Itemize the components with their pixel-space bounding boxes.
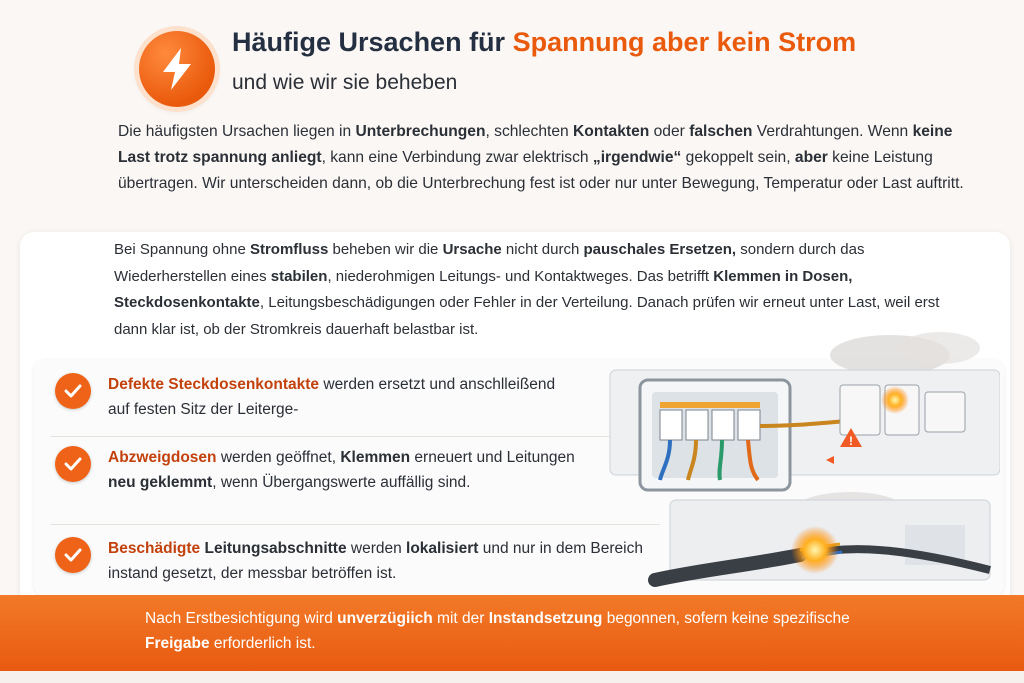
intro-paragraph: Die häufigsten Ursachen liegen in Unterbrechungen, schlechten Kontakten oder falschen Verdrahtungen. Wenn keine Last trotz spannung anliegt, kann eine Verbindung zwar elektrisch „irgendwie“ gekoppelt sein, aber keine Leistung übertragen. Wir unterscheiden dann, ob die Unterbrechung fest ist oder nur unter Bewegung, Temperatur oder Last auftritt. xyxy=(118,123,964,192)
electrical-illustration xyxy=(600,330,1000,595)
checkmark-icon xyxy=(55,537,91,573)
lightning-bolt-icon xyxy=(139,31,215,107)
page-subtitle: und wie wir sie beheben xyxy=(232,71,458,94)
divider xyxy=(50,524,660,525)
svg-text:!: ! xyxy=(849,434,853,448)
panel-paragraph: Bei Spannung ohne Stromfluss beheben wir die Ursache nicht durch pauschales Ersetzen, sondern durch das Wiederherstellen eines stabilen, niederohmigen Leitungs- und Kontaktweges. Das betrifft Klemmen in Dosen, Steckdosenkontakte, Leitungsbeschädigungen oder Fehler in der Verteilung. Danach prüfen wir erneut unter Last, weil erst dann klar ist, ob der Stromkreis dauerhaft belastbar ist. xyxy=(114,241,940,338)
page-title: Häufige Ursachen für Spannung aber kein Strom xyxy=(232,27,857,57)
list-item: Abzweigdosen werden geöffnet, Klemmen erneuert und Leitungen neu geklemmt, wenn Übergangswerte auffällig sind. xyxy=(108,449,575,491)
footer-text: Nach Erstbesichtigung wird unverzügiich mit der Instandsetzung begonnen, sofern keine spezifische Freigabe erforderlich ist. xyxy=(145,610,850,652)
lightning-badge xyxy=(133,33,221,105)
checkmark-icon xyxy=(55,446,91,482)
divider xyxy=(50,436,610,437)
title-accent: Spannung aber kein Strom xyxy=(512,27,857,57)
list-item: Defekte Steckdosenkontakte werden ersetzt und anschlleißend auf festen Sitz der Leiterge- xyxy=(108,376,556,418)
list-item: Beschädigte Leitungsabschnitte werden lokalisiert und nur in dem Bereich instand gesetzt, der messbar betröffen ist. xyxy=(108,540,643,582)
bottom-strip xyxy=(0,671,1024,683)
checkmark-icon xyxy=(55,373,91,409)
